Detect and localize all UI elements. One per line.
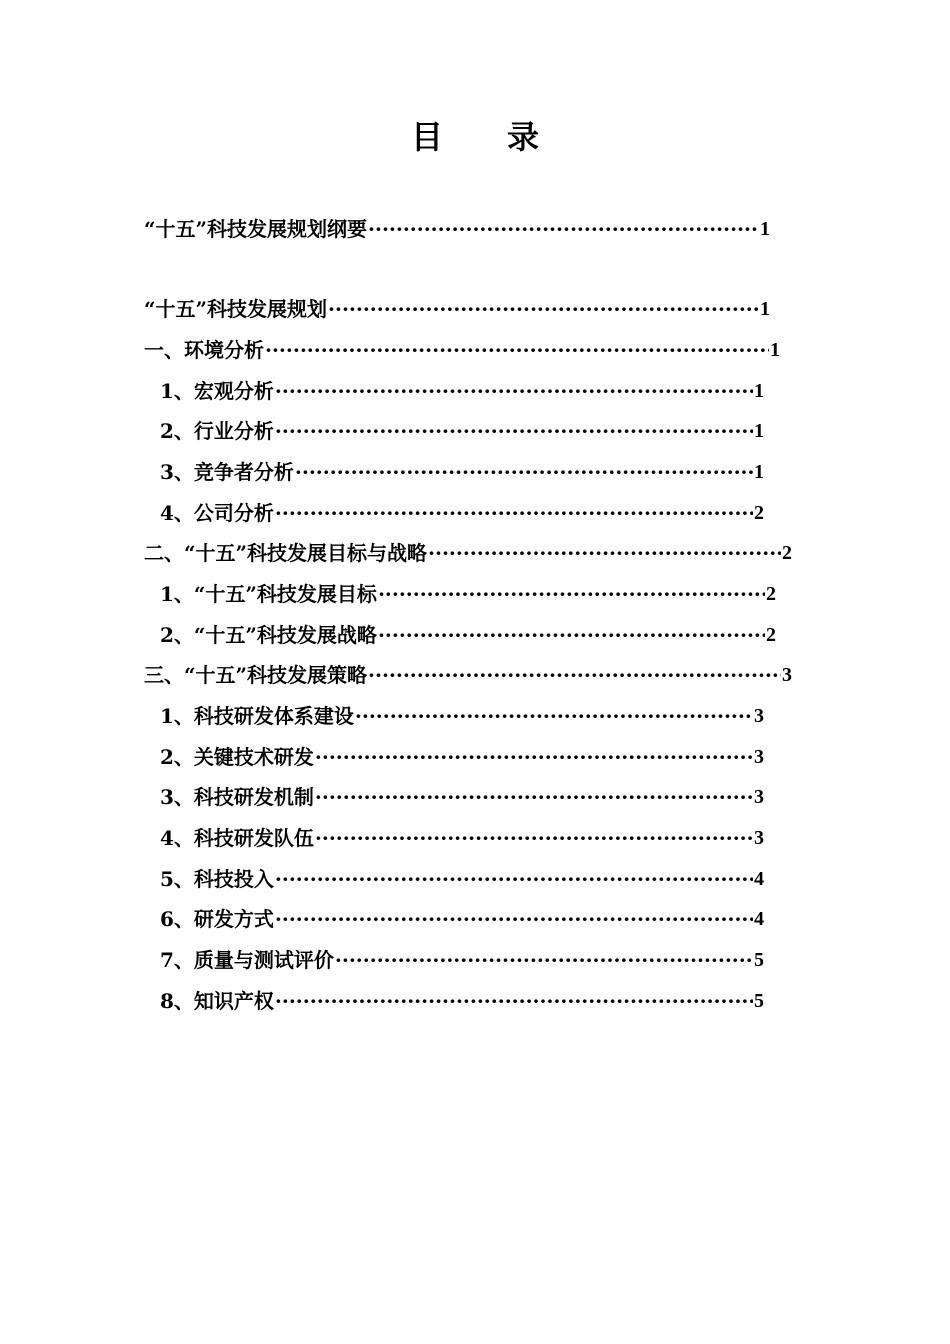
dot-leader — [275, 378, 753, 404]
toc-page-number: 1 — [754, 380, 764, 402]
toc-entry-label: 6、研发方式 — [160, 907, 274, 931]
toc-entry-3-1[interactable] — [160, 699, 764, 729]
toc-page-number: 3 — [782, 664, 792, 686]
dot-leader — [265, 337, 769, 363]
dot-leader — [328, 296, 759, 322]
toc-page-number: 1 — [754, 461, 764, 483]
toc-entry-label: 一、环境分析 — [144, 338, 264, 362]
toc-entry-3-4[interactable] — [160, 821, 764, 851]
toc-entry-3-8[interactable] — [160, 984, 764, 1014]
toc-entry-label: 2、“十五”科技发展战略 — [160, 623, 377, 647]
dot-leader — [275, 418, 753, 444]
toc-page-number: 5 — [754, 949, 764, 971]
toc-entry-label: 7、质量与测试评价 — [160, 948, 334, 972]
toc-entry-3-6[interactable] — [160, 902, 764, 932]
toc-entry-label: 2、行业分析 — [160, 419, 274, 443]
toc-entry-label: 三、“十五”科技发展策略 — [144, 663, 368, 687]
dot-leader — [295, 459, 753, 485]
toc-entry-3-5[interactable] — [160, 862, 764, 892]
toc-page-number: 1 — [760, 298, 770, 320]
toc-entry-3-3[interactable] — [160, 780, 764, 810]
toc-page-number: 2 — [782, 542, 792, 564]
dot-leader — [275, 500, 753, 526]
title-char-1: 目 — [410, 118, 443, 156]
toc-page-number: 2 — [766, 583, 776, 605]
dot-leader — [315, 825, 753, 851]
toc-entry-section-2[interactable] — [144, 536, 792, 566]
toc-entry-outline[interactable] — [144, 212, 770, 242]
dot-leader — [275, 866, 753, 892]
toc-page-number: 1 — [770, 339, 780, 361]
dot-leader — [315, 744, 753, 770]
dot-leader — [378, 622, 765, 648]
dot-leader — [275, 988, 753, 1014]
toc-entry-label: 8、知识产权 — [160, 989, 274, 1013]
toc-entry-2-2[interactable] — [160, 618, 776, 648]
toc-entry-label: 4、科技研发队伍 — [160, 826, 314, 850]
toc-page-number: 3 — [754, 786, 764, 808]
toc-entry-3-2[interactable] — [160, 740, 764, 770]
toc-entry-section-3[interactable] — [144, 658, 792, 688]
toc-entry-1-3[interactable] — [160, 455, 764, 485]
toc-page-number: 3 — [754, 705, 764, 727]
dot-leader — [275, 906, 753, 932]
page-title — [0, 112, 950, 158]
toc-entry-1-1[interactable] — [160, 374, 764, 404]
toc-page-number: 1 — [754, 420, 764, 442]
toc-page-number: 4 — [754, 908, 764, 930]
title-char-2: 录 — [507, 118, 540, 156]
toc-page-number: 5 — [754, 990, 764, 1012]
toc-page-number: 1 — [760, 218, 770, 240]
dot-leader — [315, 784, 753, 810]
toc-entry-plan[interactable] — [144, 292, 770, 322]
toc-entry-label: 1、“十五”科技发展目标 — [160, 582, 377, 606]
dot-leader — [428, 540, 781, 566]
toc-entry-1-4[interactable] — [160, 496, 764, 526]
toc-page-number: 2 — [766, 624, 776, 646]
dot-leader — [355, 703, 753, 729]
toc-entry-1-2[interactable] — [160, 414, 764, 444]
toc-entry-label: 1、宏观分析 — [160, 379, 274, 403]
toc-entry-label: 5、科技投入 — [160, 867, 274, 891]
toc-entry-2-1[interactable] — [160, 577, 776, 607]
dot-leader — [368, 662, 781, 688]
toc-entry-label: 2、关键技术研发 — [160, 745, 314, 769]
toc-page-number: 3 — [754, 746, 764, 768]
toc-page-number: 2 — [754, 502, 764, 524]
dot-leader — [335, 947, 753, 973]
toc-entry-3-7[interactable] — [160, 943, 764, 973]
toc-entry-label: 4、公司分析 — [160, 501, 274, 525]
toc-entry-label: 3、科技研发机制 — [160, 785, 314, 809]
dot-leader — [368, 216, 759, 242]
toc-entry-section-1[interactable] — [144, 333, 780, 363]
toc-entry-label: “十五”科技发展规划 — [144, 297, 328, 321]
dot-leader — [378, 581, 765, 607]
toc-entry-label: 3、竞争者分析 — [160, 460, 294, 484]
toc-page-number: 4 — [754, 868, 764, 890]
toc-entry-label: 二、“十五”科技发展目标与战略 — [144, 541, 428, 565]
toc-entry-label: 1、科技研发体系建设 — [160, 704, 354, 728]
toc-entry-label: “十五”科技发展规划纲要 — [144, 217, 368, 241]
toc-page-number: 3 — [754, 827, 764, 849]
